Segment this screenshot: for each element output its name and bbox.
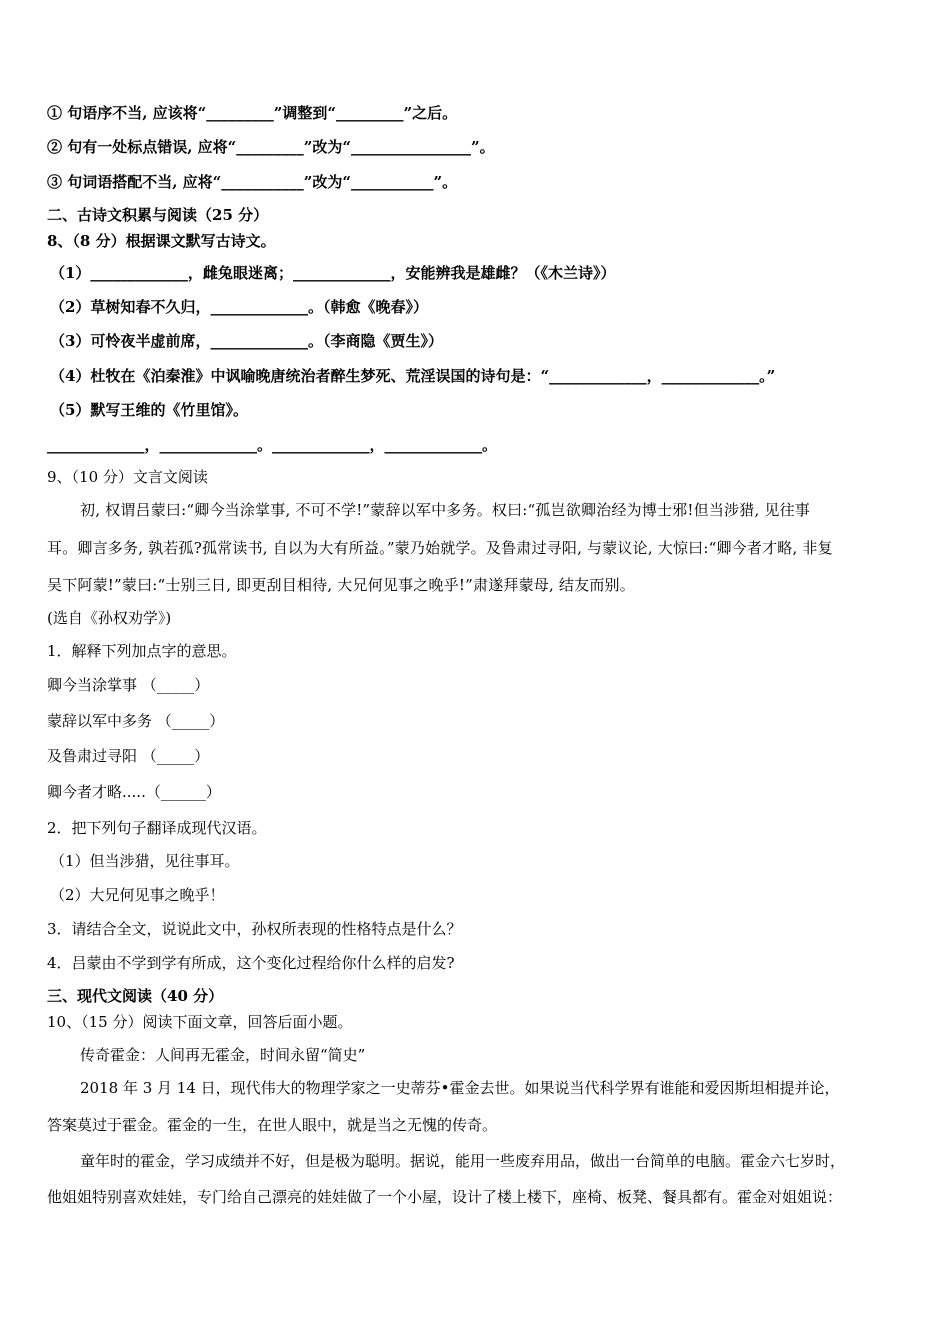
q9-title: 9、（10 分）文言文阅读	[47, 468, 208, 486]
q9-sub1-item-3: 及鲁肃过寻阳 （_____）	[47, 747, 210, 765]
q9-sub1-title: 1．解释下列加点字的意思。	[47, 642, 237, 660]
q8-item-4: （4）杜牧在《泊秦淮》中讽喻晚唐统治者醉生梦死、荒淫误国的诗句是：“_____________，_____________。”	[50, 367, 776, 385]
q9-sub2-item-2: （2）大兄何见事之晚乎！	[50, 886, 225, 904]
article-paragraph-2: 童年时的霍金，学习成绩并不好，但是极为聪明。据说，能用一些废弃用品，做出一台简单的电脑。霍金六七岁时，	[80, 1152, 846, 1170]
q9-passage-line-2: 耳。卿言多务, 孰若孤?孤常读书, 自以为大有所益。”蒙乃始就学。及鲁肃过寻阳, 与蒙议论, 大惊曰:“卿今者才略, 非复	[47, 539, 833, 557]
q9-source: (选自《孙权劝学》)	[47, 609, 172, 627]
section-2-heading: 二、古诗文积累与阅读（25 分）	[47, 206, 269, 224]
prev-item-1: ① 句语序不当, 应该将“_________”调整到“_________”之后。	[47, 104, 458, 122]
q9-sub3: 3．请结合全文，说说此文中，孙权所表现的性格特点是什么？	[47, 920, 462, 938]
q8-item-5: （5）默写王维的《竹里馆》。	[50, 401, 248, 419]
article-paragraph-1-cont: 答案莫过于霍金。霍金的一生，在世人眼中，就是当之无愧的传奇。	[47, 1116, 498, 1134]
article-paragraph-2-cont: 他姐姐特别喜欢娃娃，专门给自己漂亮的娃娃做了一个小屋，设计了楼上楼下，座椅、板凳、餐具都有。霍金对姐姐说：	[47, 1188, 843, 1206]
q10-title: 10、（15 分）阅读下面文章，回答后面小题。	[47, 1013, 353, 1031]
article-title: 传奇霍金：人间再无霍金，时间永留“简史”	[80, 1046, 366, 1064]
q9-sub2-title: 2．把下列句子翻译成现代汉语。	[47, 819, 267, 837]
q8-title: 8、（8 分）根据课文默写古诗文。	[47, 232, 276, 250]
prev-item-3: ③ 句词语搭配不当, 应将“___________”改为“___________”。	[47, 173, 458, 191]
q8-item-2: （2）草树知春不久归，_____________。（韩愈《晚春》）	[50, 298, 428, 316]
q9-sub1-item-4: 卿今者才略.....（______）	[47, 783, 221, 801]
q8-blank-line: _____________，_____________。_____________，_____________。	[47, 436, 498, 454]
q8-item-1: （1）_____________，雌兔眼迷离；_____________，安能辨我是雄雌？（《木兰诗》）	[50, 264, 616, 282]
q9-sub1-item-1: 卿今当涂掌事 （_____）	[47, 676, 210, 694]
q9-sub2-item-1: （1）但当涉猎，见往事耳。	[50, 852, 240, 870]
q9-sub1-item-2: 蒙辞以军中多务 （_____）	[47, 712, 225, 730]
q9-sub4: 4．吕蒙由不学到学有所成，这个变化过程给你什么样的启发?	[47, 954, 455, 972]
article-paragraph-1: 2018 年 3 月 14 日，现代伟大的物理学家之一史蒂芬•霍金去世。如果说当代科学界有谁能和爱因斯坦相提并论，	[80, 1079, 840, 1097]
q9-passage-line-3: 吴下阿蒙!”蒙曰:“士别三日, 即更刮目相待, 大兄何见事之晚乎!”肃遂拜蒙母, 结友而别。	[47, 576, 635, 594]
section-3-heading: 三、现代文阅读（40 分）	[47, 987, 224, 1005]
prev-item-2: ② 句有一处标点错误, 应将“_________”改为“________________”。	[47, 138, 495, 156]
q8-item-3: （3）可怜夜半虚前席，_____________。（李商隐《贾生》）	[50, 332, 443, 350]
q9-passage-line-1: 初, 权谓吕蒙曰:“卿今当涂掌事, 不可不学!”蒙辞以军中多务。权曰:“孤岂欲卿治经为博士邪!但当涉猎, 见往事	[80, 501, 810, 519]
